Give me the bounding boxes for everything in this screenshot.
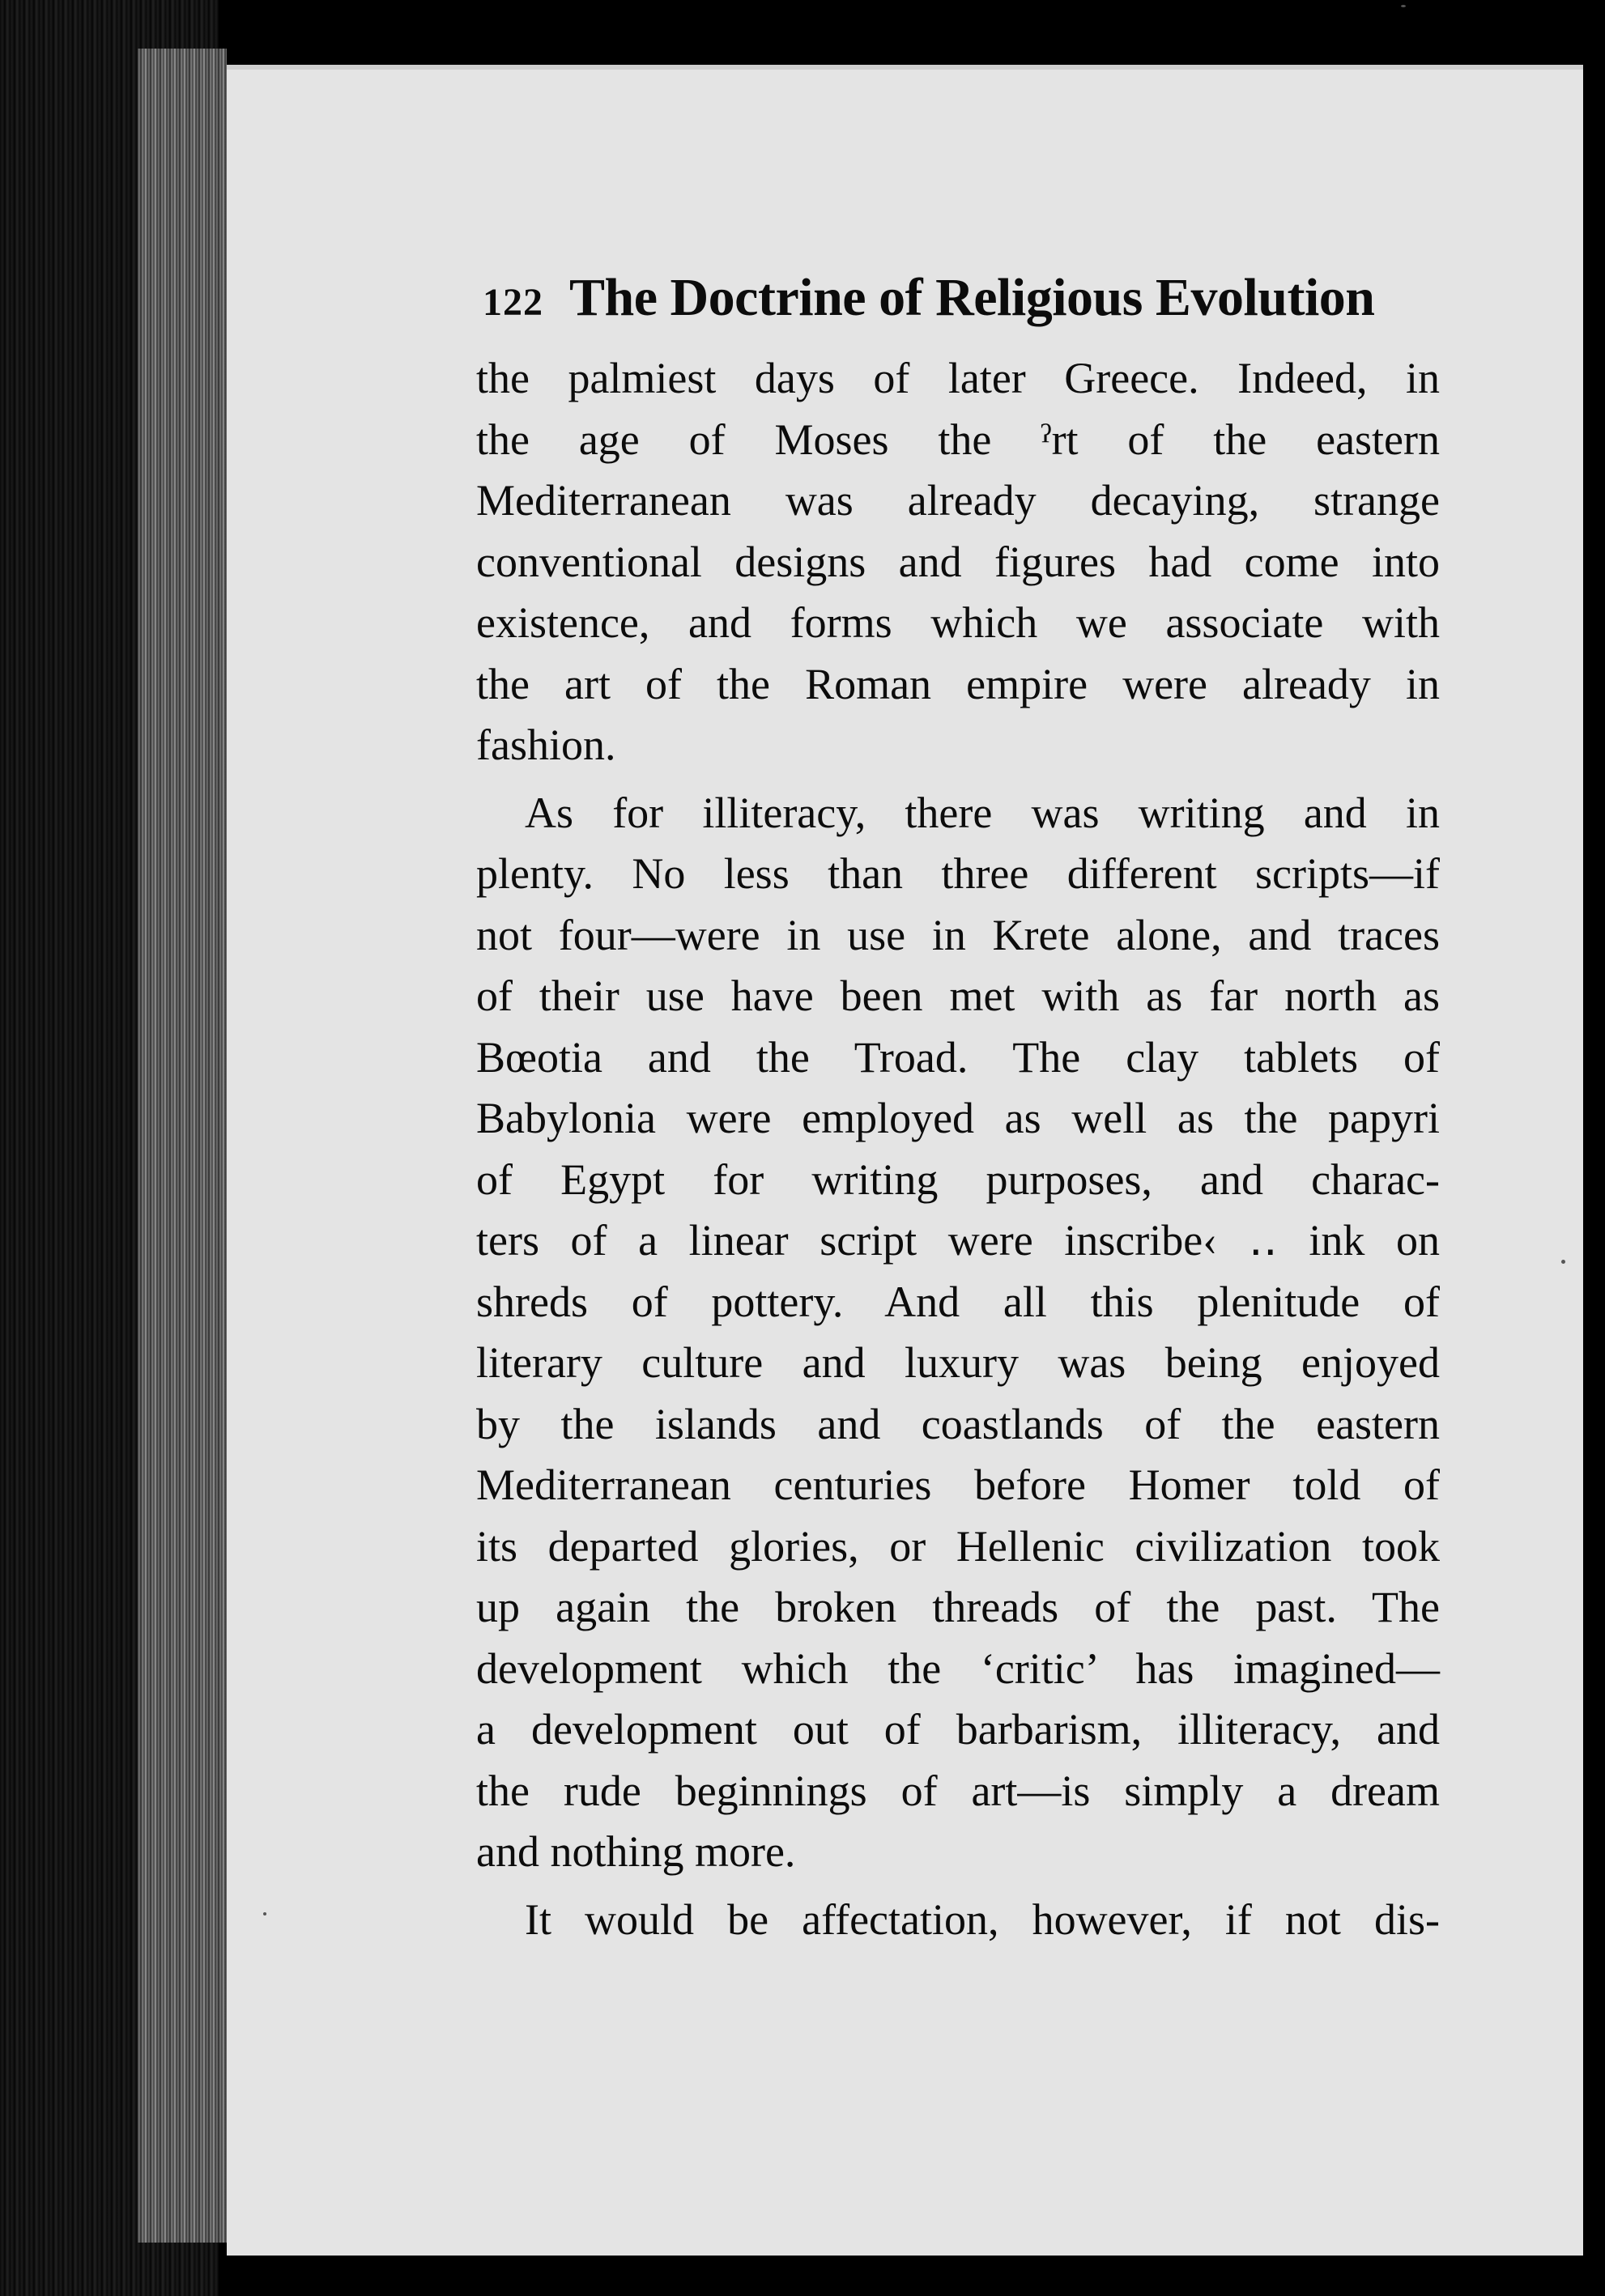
text-line: conventional designs and figures had come into (476, 537, 1440, 586)
running-title: The Doctrine of Religious Evolution (569, 268, 1375, 327)
text-line: not four—were in use in Krete alone, and traces (476, 910, 1440, 959)
page-number: 122 (483, 281, 543, 324)
text-line: ters of a linear script were inscribe‹ ‥ ink on (476, 1216, 1440, 1265)
text-line: development which the ‘critic’ has imagined— (476, 1643, 1440, 1693)
body-text (476, 348, 1440, 1950)
text-line: It would be affectation, however, if not dis- (525, 1894, 1440, 1944)
text-line: As for illiteracy, there was writing and in (525, 788, 1440, 837)
scan-speck (263, 1912, 266, 1915)
text-line: up again the broken threads of the past. The (476, 1583, 1440, 1631)
scan-speck (1401, 5, 1406, 7)
page-edges (138, 49, 227, 2243)
text-line: and nothing more. (476, 1827, 796, 1876)
text-line: its departed glories, or Hellenic civilization took (476, 1521, 1440, 1571)
paragraph (476, 348, 1440, 776)
text-line: of their use have been met with as far north as (476, 972, 1440, 1020)
text-line: existence, and forms which we associate with (476, 598, 1440, 647)
text-line: a development out of barbarism, illiteracy, and (476, 1705, 1440, 1754)
text-line: Babylonia were employed as well as the papyri (476, 1094, 1440, 1142)
text-line: Mediterranean was already decaying, strange (476, 476, 1440, 525)
paragraph (476, 1890, 1440, 1951)
text-line: the age of Moses the ˀrt of the eastern (476, 415, 1440, 464)
text-line: plenty. No less than three different scripts—if (476, 849, 1440, 898)
text-line: the rude beginnings of art—is simply a dream (476, 1766, 1440, 1815)
text-line: the palmiest days of later Greece. Indeed, in (476, 354, 1440, 402)
paragraph-gap (476, 1883, 1440, 1890)
paragraph (476, 783, 1440, 1883)
text-line: Bœotia and the Troad. The clay tablets of (476, 1032, 1440, 1082)
paragraph-gap (476, 776, 1440, 783)
text-line: Mediterranean centuries before Homer told of (476, 1461, 1440, 1509)
scan-speck (1561, 1260, 1565, 1264)
text-line: the art of the Roman empire were already in (476, 659, 1440, 708)
text-line: by the islands and coastlands of the eastern (476, 1399, 1440, 1448)
text-line: literary culture and luxury was being enjoyed (476, 1338, 1440, 1387)
text-line: of Egypt for writing purposes, and charac- (476, 1154, 1440, 1204)
page-header (483, 267, 1414, 356)
text-line: fashion. (476, 721, 616, 769)
text-line: shreds of pottery. And all this plenitude of (476, 1277, 1440, 1326)
